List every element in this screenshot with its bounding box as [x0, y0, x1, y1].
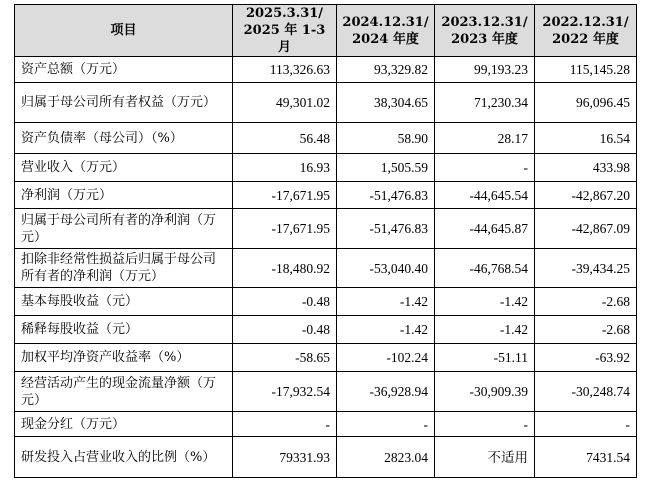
- cell-value: -: [337, 412, 435, 437]
- header-line2: 2022 年度: [552, 31, 619, 47]
- table-row: [15, 154, 637, 182]
- cell-value: -1.42: [435, 288, 535, 316]
- table-row: [15, 182, 637, 209]
- row-label: 稀释每股收益（元）: [15, 316, 233, 344]
- cell-value: -51,476.83: [337, 209, 435, 249]
- table-row: [15, 57, 637, 83]
- cell-value: -17,932.54: [233, 372, 337, 412]
- row-label: 资产负债率（母公司）（%）: [15, 123, 233, 154]
- header-line1: 2025.3.31/: [245, 6, 324, 21]
- cell-value: 99,193.23: [435, 57, 535, 83]
- cell-value: -1.42: [337, 316, 435, 344]
- header-line1: 项目: [110, 23, 137, 38]
- table-row: [15, 209, 637, 249]
- header-cell-2022: [535, 5, 637, 57]
- cell-value: -: [233, 412, 337, 437]
- table-row: [15, 83, 637, 123]
- row-label: 经营活动产生的现金流量净额（万元）: [15, 372, 233, 412]
- header-line1: 2022.12.31/: [542, 14, 629, 30]
- cell-value: 2823.04: [337, 437, 435, 478]
- table-header-row: [15, 5, 637, 57]
- row-label: 资产总额（万元）: [15, 57, 233, 83]
- cell-value: -46,768.54: [435, 249, 535, 288]
- header-cell-2025q1: [233, 5, 337, 57]
- row-label: 研发投入占营业收入的比例（%）: [15, 437, 233, 478]
- cell-value: 7431.54: [535, 437, 637, 478]
- table-row: [15, 316, 637, 344]
- cell-value: 49,301.02: [233, 83, 337, 123]
- cell-value: -36,928.94: [337, 372, 435, 412]
- cell-value: 28.17: [435, 123, 535, 154]
- cell-value: -0.48: [233, 288, 337, 316]
- cell-value: -17,671.95: [233, 209, 337, 249]
- cell-value: -: [435, 412, 535, 437]
- cell-value: 58.90: [337, 123, 435, 154]
- cell-value: 93,329.82: [337, 57, 435, 83]
- cell-value: 96,096.45: [535, 83, 637, 123]
- table-row: [15, 249, 637, 288]
- cell-value: -53,040.40: [337, 249, 435, 288]
- header-line2: 2025 年 1-3 月: [243, 23, 326, 55]
- row-label: 归属于母公司所有者权益（万元）: [15, 83, 233, 123]
- cell-value: 71,230.34: [435, 83, 535, 123]
- cell-value: -: [535, 412, 637, 437]
- cell-value: -42,867.09: [535, 209, 637, 249]
- cell-value: -42,867.20: [535, 182, 637, 209]
- table-row: [15, 412, 637, 437]
- cell-value: -44,645.54: [435, 182, 535, 209]
- cell-value: 不适用: [435, 437, 535, 478]
- cell-value: 56.48: [233, 123, 337, 154]
- cell-value: -18,480.92: [233, 249, 337, 288]
- cell-value: -17,671.95: [233, 182, 337, 209]
- cell-value: -102.24: [337, 344, 435, 372]
- cell-value: -44,645.87: [435, 209, 535, 249]
- table-row: [15, 288, 637, 316]
- cell-value: 113,326.63: [233, 57, 337, 83]
- cell-value: -39,434.25: [535, 249, 637, 288]
- row-label: 净利润（万元）: [15, 182, 233, 209]
- header-cell-2023: [435, 5, 535, 57]
- cell-value: 79331.93: [233, 437, 337, 478]
- cell-value: -51.11: [435, 344, 535, 372]
- table-row: [15, 344, 637, 372]
- cell-value: -30,909.39: [435, 372, 535, 412]
- cell-value: 38,304.65: [337, 83, 435, 123]
- header-cell-2024: [337, 5, 435, 57]
- header-line2: 2023 年度: [451, 31, 518, 47]
- cell-value: 433.98: [535, 154, 637, 182]
- row-label: 营业收入（万元）: [15, 154, 233, 182]
- table-row: [15, 123, 637, 154]
- row-label: 基本每股收益（元）: [15, 288, 233, 316]
- cell-value: -2.68: [535, 316, 637, 344]
- row-label: 现金分红（万元）: [15, 412, 233, 437]
- cell-value: -: [435, 154, 535, 182]
- row-label: 归属于母公司所有者的净利润（万元）: [15, 209, 233, 249]
- table-row: [15, 372, 637, 412]
- cell-value: 1,505.59: [337, 154, 435, 182]
- cell-value: 115,145.28: [535, 57, 637, 83]
- header-line1: 2023.12.31/: [441, 14, 528, 30]
- cell-value: -58.65: [233, 344, 337, 372]
- financial-summary-table: [14, 4, 637, 478]
- cell-value: -63.92: [535, 344, 637, 372]
- cell-value: -0.48: [233, 316, 337, 344]
- header-cell-item: [15, 5, 233, 57]
- header-line1: 2024.12.31/: [342, 14, 429, 30]
- row-label: 加权平均净资产收益率（%）: [15, 344, 233, 372]
- row-label: 扣除非经常性损益后归属于母公司所有者的净利润（万元）: [15, 249, 233, 288]
- table-row: [15, 437, 637, 478]
- cell-value: 16.93: [233, 154, 337, 182]
- cell-value: -1.42: [337, 288, 435, 316]
- cell-value: 16.54: [535, 123, 637, 154]
- header-line2: 2024 年度: [352, 31, 419, 47]
- cell-value: -1.42: [435, 316, 535, 344]
- cell-value: -30,248.74: [535, 372, 637, 412]
- cell-value: -2.68: [535, 288, 637, 316]
- cell-value: -51,476.83: [337, 182, 435, 209]
